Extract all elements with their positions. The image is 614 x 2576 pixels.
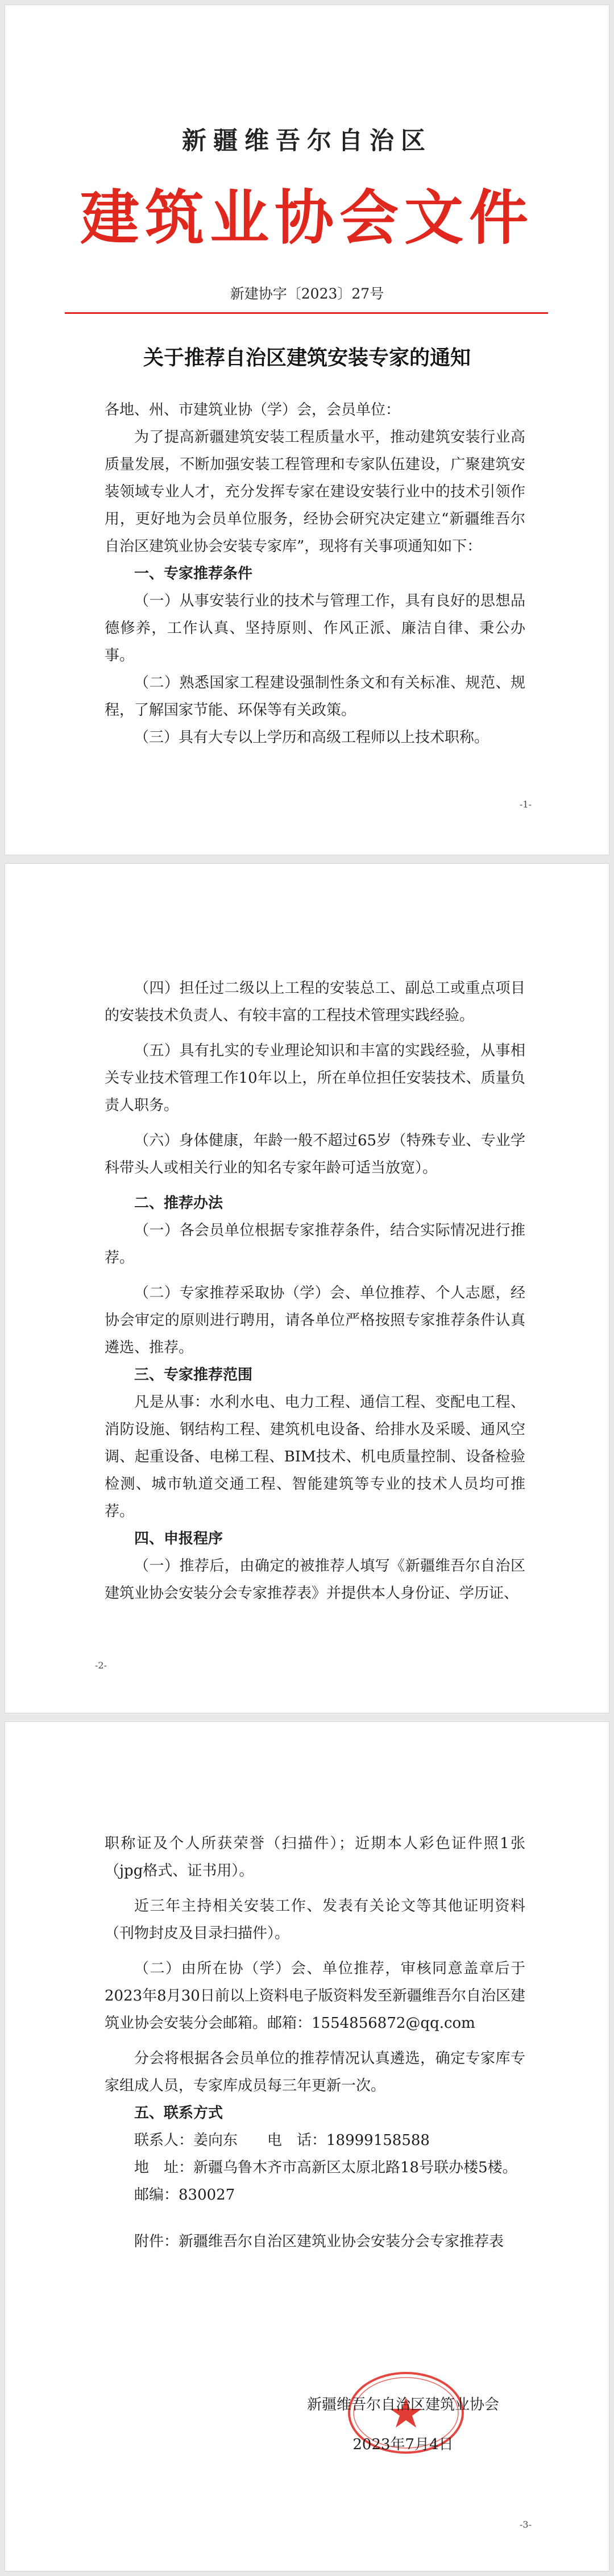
- procedure-1-continued: 职称证及个人所获荣誉（扫描件）；近期本人彩色证件照1张（jpg格式、证书用）。: [105, 1835, 525, 1879]
- notice-title: 关于推荐自治区建筑安装专家的通知: [143, 346, 471, 370]
- contact-person: 联系人：姜向东 电 话：18999158588: [134, 2132, 430, 2149]
- page-2-body: [105, 975, 525, 1607]
- method-1: （一）各会员单位根据专家推荐条件，结合实际情况进行推荐。: [105, 1222, 525, 1266]
- procedure-3: 分会将根据各会员单位的推荐情况认真遴选，确定专家库专家组成人员，专家库成员每三年更新一次。: [105, 2050, 525, 2094]
- condition-4: （四）担任过二级以上工程的安装总工、副总工或重点项目的安装技术负责人、有较丰富的工程技术管理实践经验。: [105, 980, 525, 1024]
- document-header-title: 建筑业协会文件: [80, 183, 534, 252]
- scope-paragraph: 凡是从事：水利水电、电力工程、通信工程、变配电工程、消防设施、钢结构工程、建筑机电设备、给排水及采暖、通风空调、起重设备、电梯工程、BIM技术、机电质量控制、设备检验检测、城市轨道交通工程、智能建筑等专业的技术人员均可推荐。: [105, 1394, 525, 1520]
- contact-postcode: 邮编：830027: [134, 2186, 235, 2204]
- page-number: -3-: [520, 2519, 532, 2530]
- document-page-1: [5, 5, 609, 855]
- page-3-body: [105, 1830, 525, 2255]
- condition-1: （一）从事安装行业的技术与管理工作，具有良好的思想品德修养，工作认真、坚持原则、作风正派、廉洁自律、秉公办事。: [105, 593, 525, 664]
- page-number: -2-: [95, 1660, 107, 1671]
- contact-address: 地 址：新疆乌鲁木齐市高新区太原北路18号联办楼5楼。: [134, 2159, 517, 2176]
- section-heading-4: 四、申报程序: [134, 1530, 223, 1547]
- salutation: 各地、州、市建筑业协（学）会，会员单位：: [105, 401, 401, 419]
- condition-2: （二）熟悉国家工程建设强制性条文和有关标准、规范、规程，了解国家节能、环保等有关政策。: [105, 674, 525, 719]
- intro-paragraph: 为了提高新疆建筑安装工程质量水平，推动建筑安装行业高质量发展，不断加强安装工程管理和专家队伍建设，广聚建筑安装领域专业人才，充分发挥专家在建设安装行业中的技术引领作用，更好地为会员单位服务，经协会研究决定建立“新疆维吾尔自治区建筑业协会安装专家库”，现将有关事项通知如下：: [105, 429, 525, 555]
- issuing-organization: 新疆维吾尔自治区: [182, 127, 432, 155]
- procedure-1-extra: 近三年主持相关安装工作、发表有关论文等其他证明资料（刊物封皮及目录扫描件）。: [105, 1898, 525, 1942]
- section-heading-5: 五、联系方式: [134, 2105, 223, 2122]
- signature-block: [284, 2370, 522, 2461]
- procedure-2: （二）由所在协（学）会、单位推荐，审核同意盖章后于2023年8月30日前以上资料电子版资料发至新疆维吾尔自治区建筑业协会安装分会邮箱。邮箱：1554856872@qq.com: [105, 1960, 525, 2032]
- section-heading-3: 三、专家推荐范围: [134, 1366, 253, 1384]
- condition-6: （六）身体健康，年龄一般不超过65岁（特殊专业、专业学科带头人或相关行业的知名专家年龄可适当放宽）。: [105, 1132, 525, 1177]
- method-2: （二）专家推荐采取协（学）会、单位推荐、个人志愿，经协会审定的原则进行聘用，请各单位严格按照专家推荐条件认真遴选、推荐。: [105, 1285, 525, 1356]
- condition-3: （三）具有大专以上学历和高级工程师以上技术职称。: [134, 729, 489, 746]
- page-1-body: [105, 396, 525, 751]
- condition-5: （五）具有扎实的专业理论知识和丰富的实践经验，从事相关专业技术管理工作10年以上，所在单位担任安装技术、质量负责人职务。: [105, 1042, 525, 1114]
- procedure-1: （一）推荐后，由确定的被推荐人填写《新疆维吾尔自治区建筑业协会安装分会专家推荐表》并提供本人身份证、学历证、: [105, 1558, 525, 1602]
- attachment-note: 附件：新疆维吾尔自治区建筑业协会安装分会专家推荐表: [134, 2233, 504, 2250]
- document-number: 新建协字〔2023〕27号: [230, 285, 384, 302]
- signing-date: 2023年7月4日: [352, 2436, 454, 2453]
- document-page-2: [5, 863, 609, 1713]
- document-page-3: [5, 1721, 609, 2571]
- red-divider-line: [65, 312, 548, 314]
- page-number: -1-: [520, 799, 532, 810]
- section-heading-1: 一、专家推荐条件: [134, 565, 253, 582]
- signing-organization: 新疆维吾尔自治区建筑业协会: [306, 2396, 499, 2413]
- section-heading-2: 二、推荐办法: [134, 1195, 223, 1212]
